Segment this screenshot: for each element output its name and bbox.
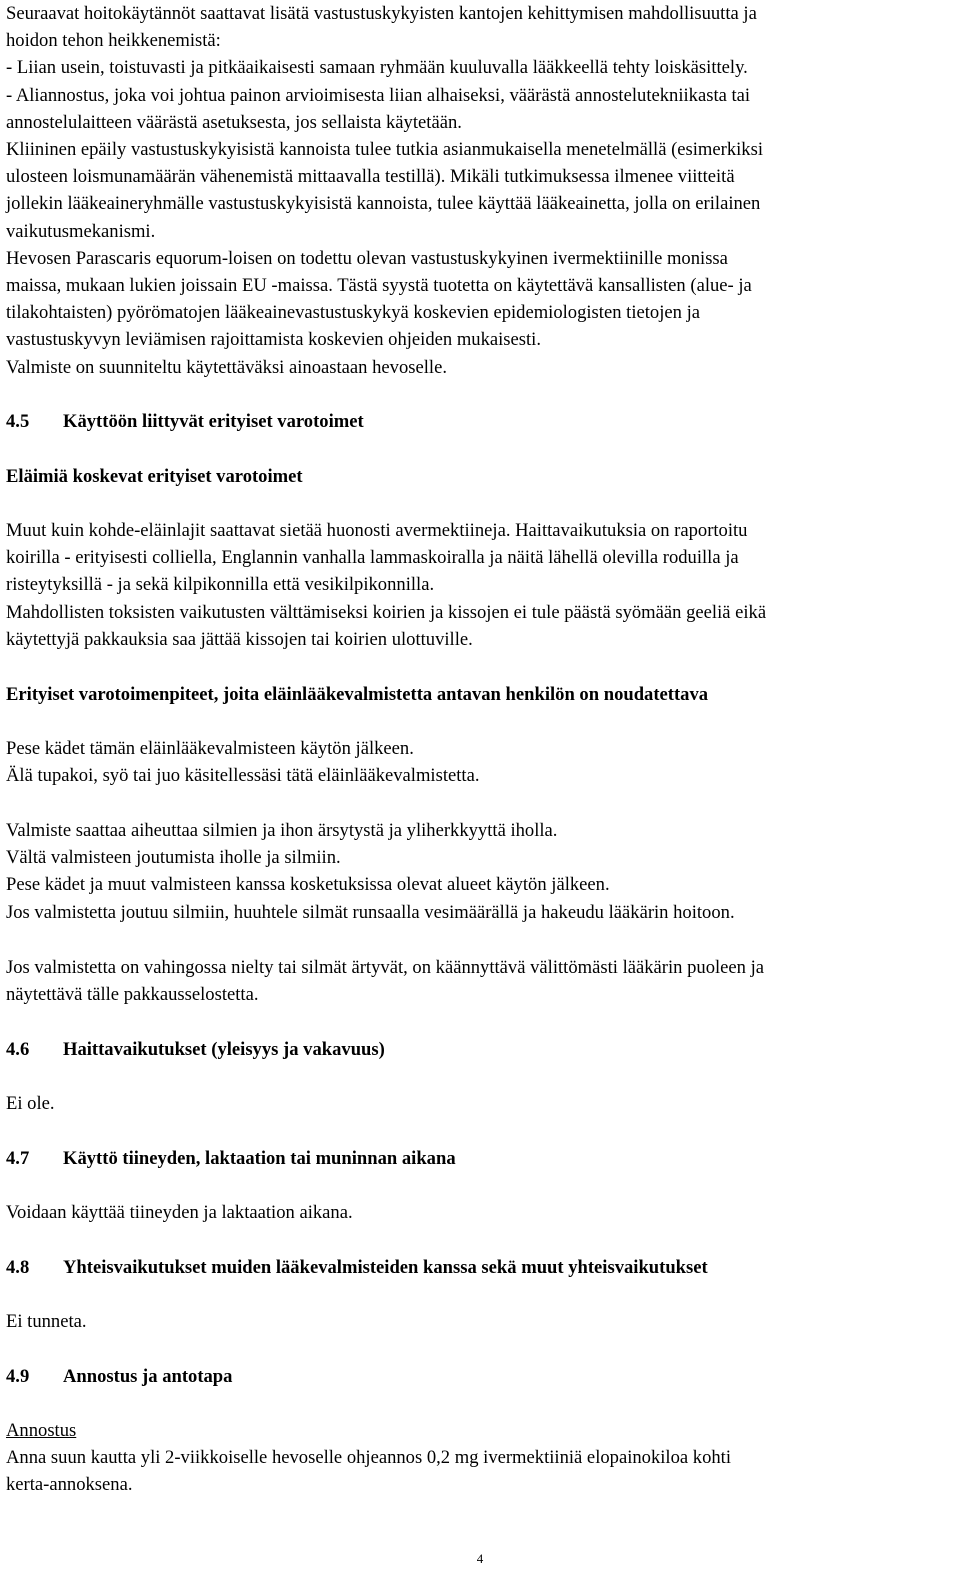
text-line: - Liian usein, toistuvasti ja pitkäaikaisesti samaan ryhmään kuuluvalla lääkkeellä tehty loiskäsittely. [6, 57, 748, 79]
section-heading-4-5 [6, 408, 364, 435]
text-line: annostelulaitteen väärästä asetuksesta, jos sellaista käytetään. [6, 111, 462, 133]
section-title: Yhteisvaikutukset muiden lääkevalmisteiden kanssa sekä muut yhteisvaikutukset [63, 1257, 708, 1278]
text-line: Älä tupakoi, syö tai juo käsitellessäsi tätä eläinlääkevalmistetta. [6, 765, 480, 787]
text-line: koirilla - erityisesti colliella, Englannin vanhalla lammaskoiralla ja näitä lähellä olevilla roduilla ja [6, 547, 739, 569]
text-line: Jos valmistetta joutuu silmiin, huuhtele silmät runsaalla vesimäärällä ja hakeudu lääkärin hoitoon. [6, 901, 735, 923]
text-line: Seuraavat hoitokäytännöt saattavat lisätä vastustuskykyisten kantojen kehittymisen mahdollisuutta ja [6, 3, 757, 24]
section-title: Annostus ja antotapa [63, 1366, 233, 1387]
section-heading-4-6 [6, 1036, 385, 1063]
section-4-8-body: Ei tunneta. [6, 1311, 87, 1332]
text-line: Muut kuin kohde-eläinlajit saattavat sietää huonosti avermektiineja. Haittavaikutuksia on raportoitu [6, 520, 748, 541]
text-line: Pese kädet tämän eläinlääkevalmisteen käytön jälkeen. [6, 738, 414, 759]
text-line: Vältä valmisteen joutumista iholle ja silmiin. [6, 847, 341, 869]
person-paragraph-2 [6, 817, 956, 926]
text-line: vaikutusmekanismi. [6, 220, 156, 242]
section-title: Käyttö tiineyden, laktaation tai muninnan aikana [63, 1148, 456, 1169]
section-4-7-body: Voidaan käyttää tiineyden ja laktaation aikana. [6, 1202, 353, 1223]
section-title: Haittavaikutukset (yleisyys ja vakavuus) [63, 1039, 385, 1060]
intro-paragraph [6, 0, 956, 381]
text-line: tilakohtaisten) pyörömatojen lääkeainevastustuskykyä koskevien epidemiologisten tietojen ja [6, 302, 700, 324]
text-line: Kliininen epäily vastustuskykyisistä kannoista tulee tutkia asianmukaisella menetelmällä (esimerkiksi [6, 139, 764, 161]
text-line: hoidon tehon heikkenemistä: [6, 30, 221, 52]
section-4-6-body: Ei ole. [6, 1093, 55, 1114]
section-4-9-content [6, 1417, 956, 1499]
text-line: - Aliannostus, joka voi johtua painon arvioimisesta liian alhaiseksi, väärästä annostelutekniikasta tai [6, 84, 751, 106]
text-line: maissa, mukaan lukien joissain EU -maissa. Tästä syystä tuotetta on käytettävä kansallisten (alue- ja [6, 275, 752, 297]
text-line: Valmiste saattaa aiheuttaa silmien ja ihon ärsytystä ja yliherkkyyttä iholla. [6, 820, 558, 841]
text-line: käytettyjä pakkauksia saa jättää kissojen tai koirien ulottuville. [6, 628, 473, 650]
text-line: ulosteen loismunamäärän vähenemistä mittaavalla testillä). Mikäli tutkimuksessa ilmenee viitteitä [6, 166, 735, 188]
page-number: 4 [476, 1551, 484, 1566]
section-heading-4-7 [6, 1145, 456, 1172]
text-line: näytettävä tälle pakkausselostetta. [6, 984, 259, 1006]
section-number: 4.9 [6, 1366, 30, 1387]
person-paragraph-3 [6, 954, 956, 1008]
text-line: Anna suun kautta yli 2-viikkoiselle hevoselle ohjeannos 0,2 mg ivermektiiniä elopainokiloa kohti [6, 1447, 732, 1469]
text-line: jollekin lääkeaineryhmälle vastustuskykyisistä kannoista, tulee käyttää lääkeainetta, jolla on erilainen [6, 193, 761, 215]
text-line: kerta-annoksena. [6, 1474, 133, 1496]
text-line: Jos valmistetta on vahingossa nielty tai silmät ärtyvät, on käännyttävä välittömästi lääkärin puoleen ja [6, 957, 765, 978]
section-heading-4-8 [6, 1254, 708, 1281]
subheading-dosage: Annostus [6, 1420, 77, 1441]
text-line: Pese kädet ja muut valmisteen kanssa kosketuksissa olevat alueet käytön jälkeen. [6, 874, 610, 896]
section-title: Käyttöön liittyvät erityiset varotoimet [63, 411, 364, 432]
section-number: 4.5 [6, 411, 30, 432]
section-heading-4-9 [6, 1363, 232, 1390]
subheading-animals: Eläimiä koskevat erityiset varotoimet [6, 466, 303, 487]
person-paragraph-1 [6, 735, 956, 789]
text-line: risteytyksillä - ja sekä kilpikonnilla että vesikilpikonnilla. [6, 574, 435, 596]
section-number: 4.7 [6, 1148, 30, 1169]
text-line: Valmiste on suunniteltu käytettäväksi ainoastaan hevoselle. [6, 356, 447, 378]
text-line: Hevosen Parascaris equorum-loisen on todettu olevan vastustuskykyinen ivermektiinille monissa [6, 247, 728, 269]
section-number: 4.6 [6, 1039, 30, 1060]
section-number: 4.8 [6, 1257, 30, 1278]
animals-paragraph [6, 517, 956, 653]
subheading-person: Erityiset varotoimenpiteet, joita eläinlääkevalmistetta antavan henkilön on noudatettava [6, 684, 709, 705]
text-line: Mahdollisten toksisten vaikutusten välttämiseksi koirien ja kissojen ei tule päästä syömään geeliä eikä [6, 601, 767, 623]
text-line: vastustuskyvyn leviämisen rajoittamista koskevien ohjeiden mukaisesti. [6, 329, 541, 351]
